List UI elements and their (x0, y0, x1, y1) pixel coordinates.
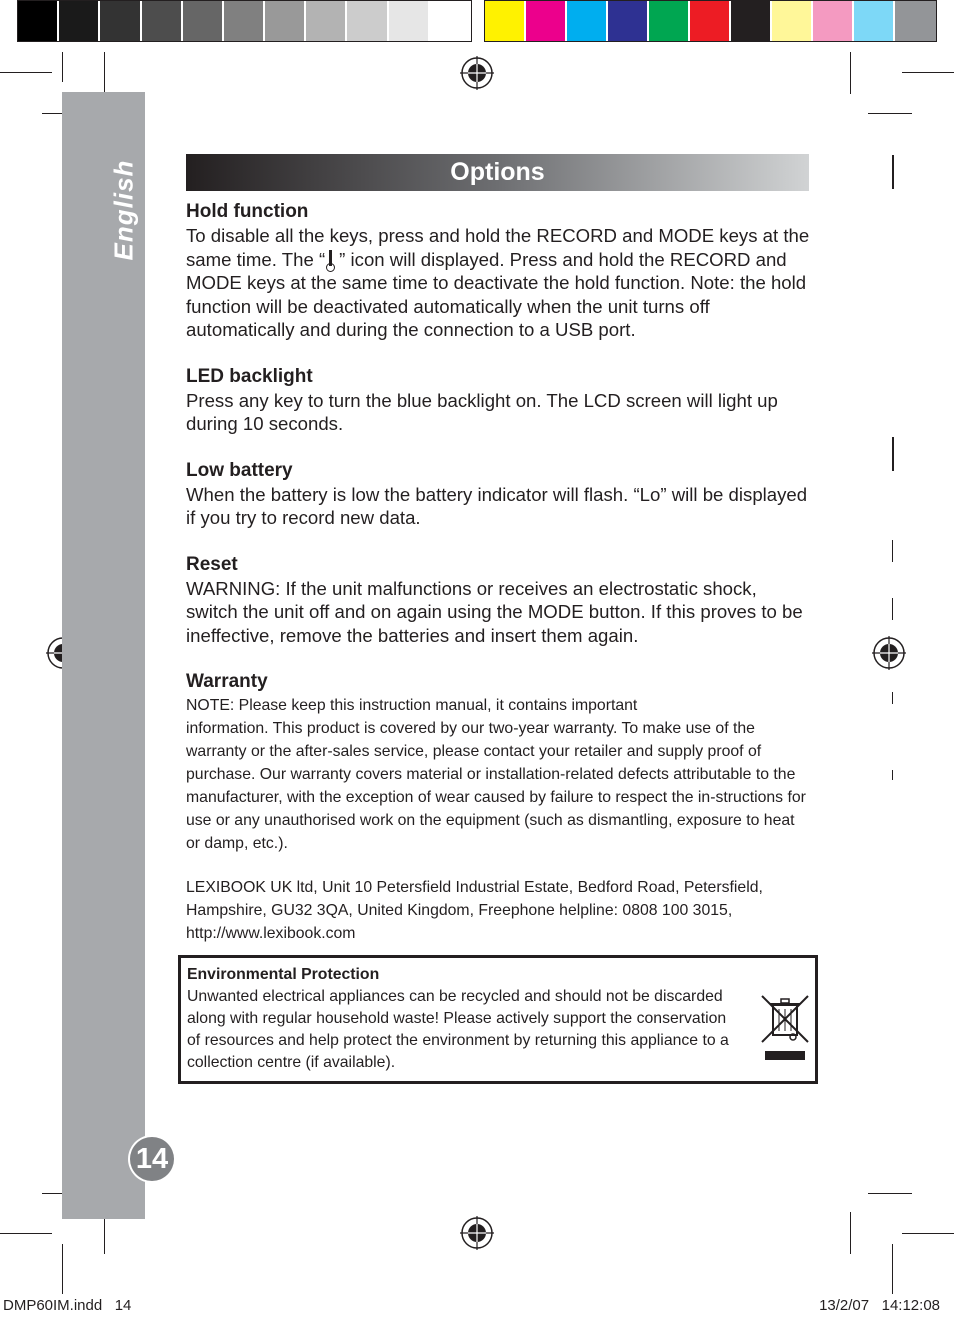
environmental-protection-box (178, 955, 818, 1084)
process-color-bar (484, 0, 937, 42)
page-number: 14 (130, 1137, 174, 1181)
environmental-title: Environmental Protection (187, 966, 380, 983)
crop-mark (892, 1244, 893, 1294)
hold-key-icon (326, 250, 338, 270)
hold-text-part2: ” icon will displayed. Press and hold the RECORD and MODE keys at the same time to deactivate the hold function. Note: the hold function will be deactivated automatically when the unit turns off automatically and during the connection to a USB port. (186, 248, 807, 340)
page-title: Options (450, 158, 545, 186)
hold-section (186, 200, 811, 342)
color-swatch (430, 1, 471, 41)
battery-section (186, 459, 811, 530)
led-text: Press any key to turn the blue backlight on. The LCD screen will light up during 10 seconds. (186, 389, 778, 434)
color-swatch (18, 1, 59, 41)
registration-mark-icon (872, 636, 906, 670)
crop-mark (850, 1212, 851, 1254)
color-swatch (347, 1, 388, 41)
crop-mark (0, 1233, 52, 1234)
margin-tick (892, 598, 893, 620)
color-swatch (306, 1, 347, 41)
warranty-title: Warranty (186, 671, 268, 692)
color-swatch (731, 1, 772, 41)
color-swatch (895, 1, 936, 41)
margin-tick (892, 437, 894, 471)
color-swatch (608, 1, 649, 41)
color-swatch (649, 1, 690, 41)
grayscale-color-bar (17, 0, 472, 42)
crop-mark (868, 1193, 912, 1194)
crop-mark (0, 72, 52, 73)
color-swatch (59, 1, 100, 41)
main-content (186, 200, 811, 945)
crossed-out-bin-icon (758, 993, 812, 1065)
color-swatch (224, 1, 265, 41)
color-swatch (772, 1, 813, 41)
hold-text-part1: To disable all the keys, press and hold the RECORD and MODE keys at the same time. The “ (186, 225, 810, 270)
led-title: LED backlight (186, 365, 313, 387)
crop-mark (868, 113, 912, 114)
registration-mark-icon (460, 1216, 494, 1250)
side-strip (62, 92, 145, 1219)
environmental-text: Unwanted electrical appliances can be recycled and should not be discarded along with regular household waste! Please actively support the conservation of resources and help protect the environment by returning this appliance to a collection centre (if available). (187, 988, 729, 1071)
file-slug: DMP60IM.indd 14 (3, 1297, 132, 1314)
warranty-section (186, 670, 811, 855)
warranty-text: information. This product is covered by our two-year warranty. To make use of the warranty or the after-sales service, please contact your retailer and supply proof of purchase. Our warranty covers material or installation-related defects attributable to the manufacturer, with the exception of wear caused by failure to respect the in-structions for use or any unauthorised work on the equipment (such as dismantling, exposure to heat or damp, etc.). (186, 720, 806, 852)
color-swatch (265, 1, 306, 41)
battery-text: When the battery is low the battery indicator will flash. “Lo” will be displayed if you try to record new data. (186, 483, 808, 528)
crop-mark (104, 52, 105, 94)
battery-title: Low battery (186, 459, 293, 481)
led-section (186, 365, 811, 436)
language-label: English (108, 159, 139, 261)
warranty-note: NOTE: Please keep this instruction manual, it contains important (186, 697, 638, 714)
hold-text (186, 224, 811, 342)
crop-mark (902, 1233, 954, 1234)
crop-mark (902, 72, 954, 73)
color-swatch (485, 1, 526, 41)
date-slug: 13/2/07 14:12:08 (819, 1297, 940, 1314)
crop-mark (62, 52, 63, 82)
section-header (186, 154, 809, 191)
registration-mark-icon (460, 56, 494, 90)
color-swatch (389, 1, 430, 41)
reset-title: Reset (186, 553, 238, 575)
color-swatch (100, 1, 141, 41)
margin-tick (892, 540, 893, 562)
margin-tick (892, 692, 893, 704)
margin-tick (892, 770, 893, 780)
color-swatch (142, 1, 183, 41)
crop-mark (62, 1244, 63, 1294)
color-swatch (690, 1, 731, 41)
reset-text: WARNING: If the unit malfunctions or receives an electrostatic shock, switch the unit off and on again using the MODE button. If this proves to be ineffective, remove the batteries and insert them again. (186, 577, 803, 646)
hold-title: Hold function (186, 201, 309, 222)
color-swatch (526, 1, 567, 41)
crop-mark (850, 52, 851, 94)
color-swatch (854, 1, 895, 41)
reset-section (186, 553, 811, 648)
color-swatch (567, 1, 608, 41)
color-swatch (183, 1, 224, 41)
margin-tick (892, 155, 894, 189)
color-swatch (813, 1, 854, 41)
company-address: LEXIBOOK UK ltd, Unit 10 Petersfield Industrial Estate, Bedford Road, Petersfield, Hampshire, GU32 3QA, United Kingdom, Freephone helpline: 0808 100 3015, http://www.lexibook.com (186, 879, 763, 942)
